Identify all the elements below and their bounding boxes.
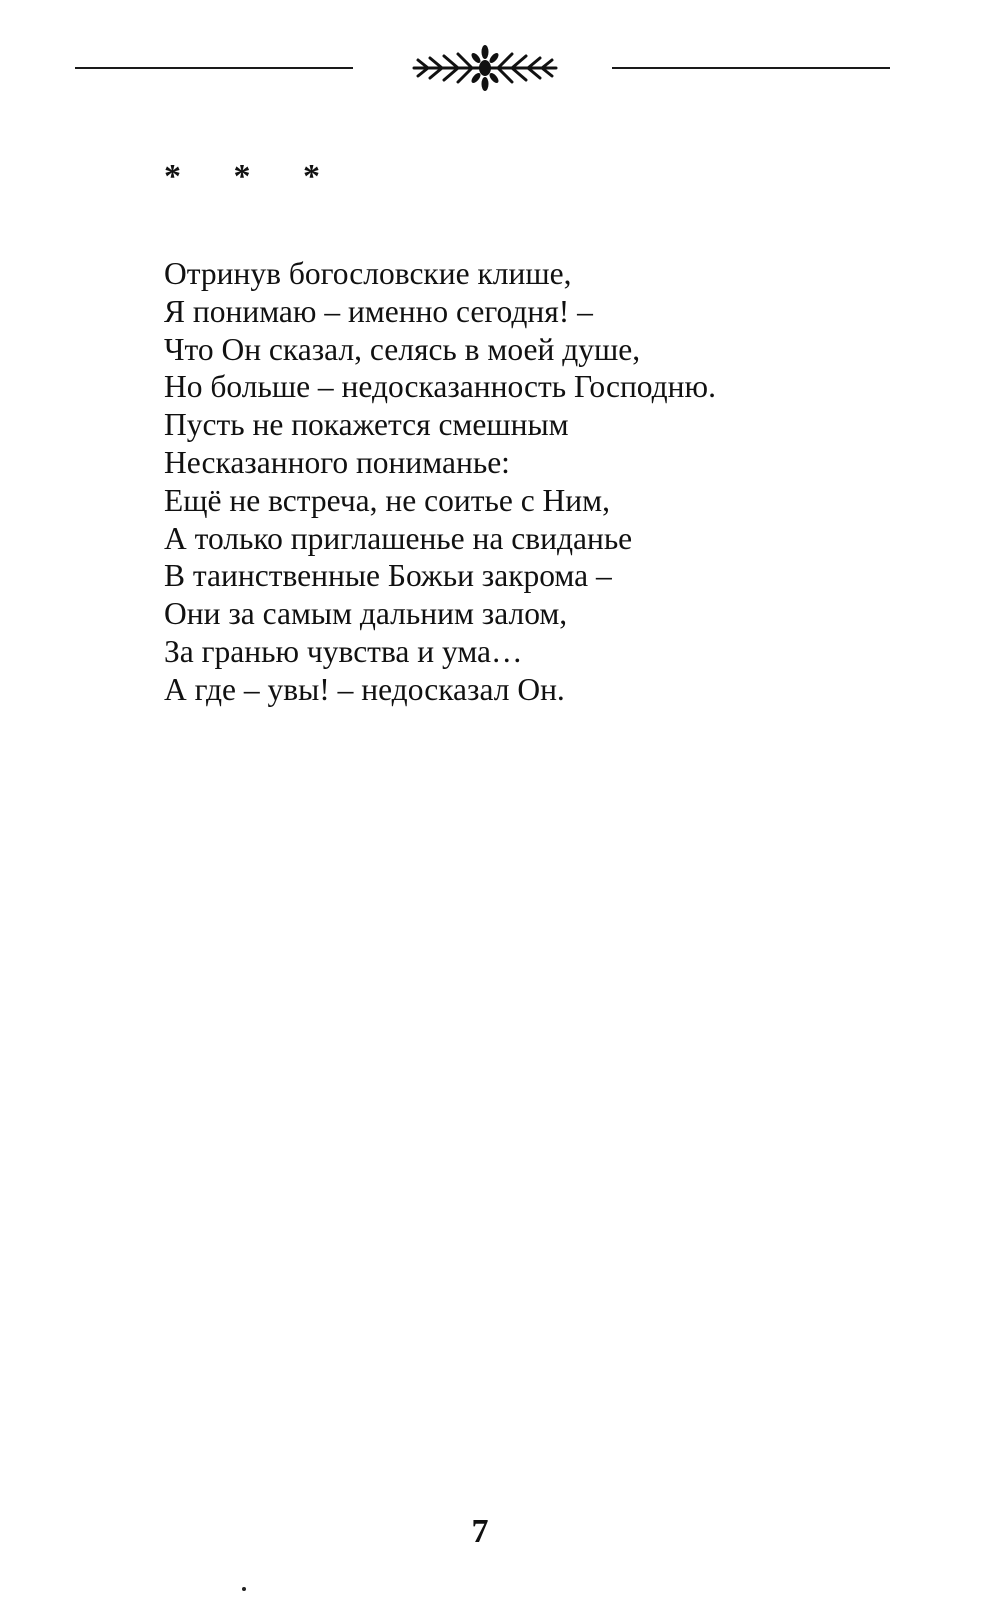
poem-body (164, 255, 944, 709)
poem-line: Что Он сказал, селясь в моей душе, (164, 331, 641, 367)
poem-line: В таинственные Божьи закрома – (164, 558, 612, 594)
poem-line: Я понимаю – именно сегодня! – (164, 293, 593, 329)
poem-line: Они за самым дальним залом, (164, 596, 568, 632)
poem-line: Отринув богословские клише, (164, 256, 572, 291)
poem-line: Несказанного пониманье: (164, 444, 510, 480)
poem-line: За гранью чувства и ума… (164, 633, 523, 669)
header-rule-right (612, 67, 890, 69)
floral-vignette-icon (410, 44, 560, 92)
page-number: 7 (471, 1513, 489, 1550)
poem-line: Ещё не встреча, не соитье с Ним, (164, 482, 610, 518)
header-rule-left (75, 67, 353, 69)
print-speck (242, 1587, 246, 1591)
poem-line: Но больше – недосказанность Господню. (164, 369, 716, 405)
poem-line: А только приглашенье на свиданье (164, 520, 633, 556)
poem-line: Пусть не покажется смешным (164, 407, 569, 443)
section-marker: * * * (164, 158, 342, 195)
poem-line: А где – увы! – недосказал Он. (164, 671, 565, 707)
